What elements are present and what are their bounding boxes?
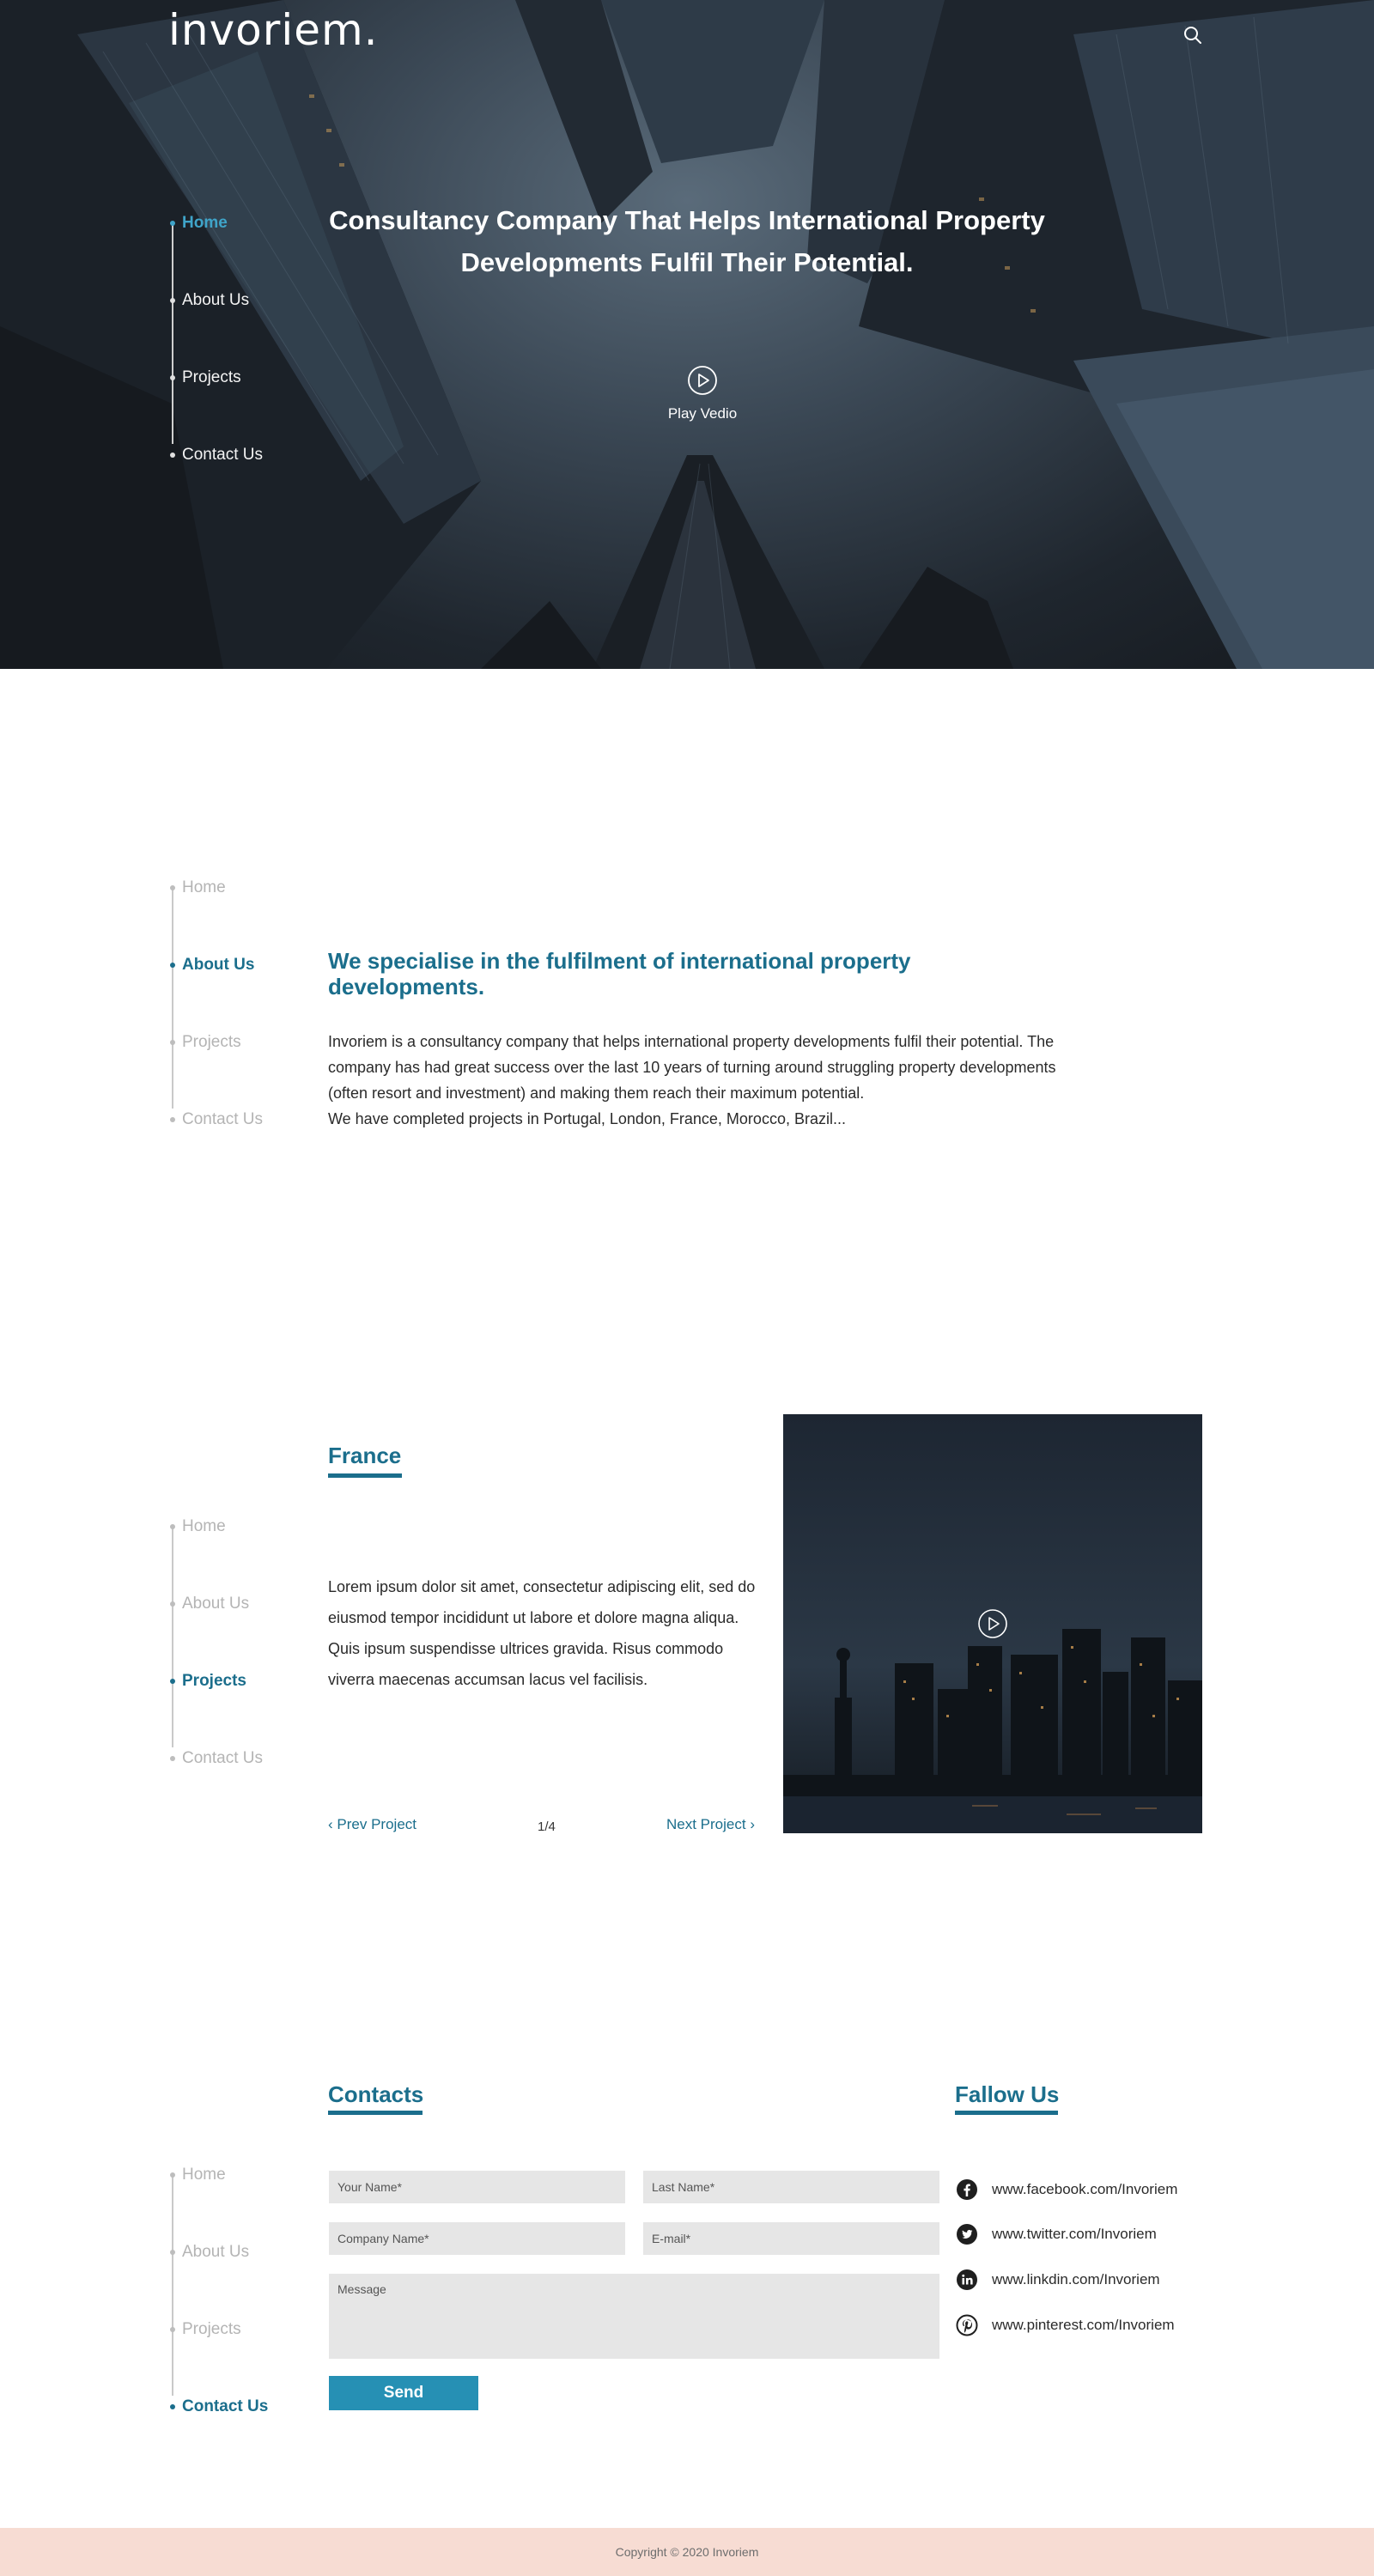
side-nav-label: Contact Us [182,1749,263,1767]
social-link-text: www.linkdin.com/Invoriem [992,2271,1160,2287]
contacts-side-nav [171,2162,308,2415]
side-nav-item-about[interactable] [171,952,254,978]
city-skyline-image [783,1414,1202,1833]
side-nav-item-home[interactable] [171,875,226,901]
side-nav-item-contact[interactable] [171,1107,263,1133]
side-nav-item-projects[interactable] [171,1030,241,1055]
copyright-text: Copyright © 2020 Invoriem [615,2545,759,2559]
project-counter: 1/4 [538,1820,556,1834]
nav-dot [170,2404,175,2409]
social-link-pinterest[interactable] [956,2313,1213,2337]
project-video-thumbnail[interactable] [783,1414,1202,1833]
side-nav-item-home[interactable] [171,210,228,236]
side-nav-item-projects[interactable] [171,365,241,391]
side-nav-label: Home [182,878,226,896]
last-name-input[interactable] [643,2171,939,2203]
side-nav-item-projects[interactable] [171,2317,241,2342]
side-nav-label: About Us [182,956,255,974]
social-link-text: www.twitter.com/Invoriem [992,2226,1157,2242]
side-nav-label: Projects [182,368,241,386]
nav-dot [170,298,175,303]
social-link-text: www.pinterest.com/Invoriem [992,2317,1175,2333]
project-title: France [328,1443,402,1468]
side-nav-line [172,1526,173,1747]
about-paragraph: We have completed projects in Portugal, London, France, Morocco, Brazil... [328,1110,846,1127]
side-nav-label: About Us [182,291,250,309]
side-nav-label: Contact Us [182,446,263,464]
side-nav-label: About Us [182,2243,250,2261]
about-paragraph: Invoriem is a consultancy company that helps international property developments fulfil their potential. The company has had great success over the last 10 years of turning around struggling property developments (often resort and investment) and making them reach their maximum potential. [328,1033,1056,1102]
nav-dot [170,885,175,890]
about-text [328,1029,1075,1132]
about-side-nav [171,875,308,1128]
social-link-text: www.facebook.com/Invoriem [992,2181,1178,2197]
title-underline [328,1473,402,1478]
email-input[interactable] [643,2222,939,2255]
about-title: We specialise in the fulfilment of international property developments. [328,948,911,999]
hero-title: Consultancy Company That Helps International Property Developments Fulfil Their Potential. [329,205,1045,277]
nav-dot [170,221,175,226]
social-link-linkedin[interactable] [956,2268,1213,2292]
social-link-twitter[interactable] [956,2222,1213,2246]
side-nav-item-contact[interactable] [171,1746,263,1771]
contacts-title: Contacts [328,2081,424,2107]
nav-dot [170,2172,175,2178]
chevron-right-icon: › [750,1816,755,1832]
side-nav-label: Home [182,214,228,232]
nav-dot [170,1756,175,1761]
side-nav-label: Home [182,2166,226,2184]
side-nav-label: Projects [182,1033,241,1051]
twitter-icon [956,2223,978,2245]
side-nav-line [172,887,173,1109]
company-name-input[interactable] [329,2222,625,2255]
your-name-input[interactable] [329,2171,625,2203]
play-video-label: Play Vedio [667,405,738,422]
projects-side-nav [171,1514,308,1767]
side-nav-item-home[interactable] [171,1514,226,1540]
side-nav-label: Projects [182,2320,241,2338]
side-nav-label: Contact Us [182,2397,269,2415]
side-nav-label: About Us [182,1595,250,1613]
side-nav-label: Home [182,1517,226,1535]
nav-dot [170,1601,175,1607]
nav-dot [170,453,175,458]
nav-dot [170,963,175,968]
side-nav-line [172,222,173,444]
send-button[interactable]: Send [329,2376,478,2410]
search-icon [1182,24,1204,46]
side-nav-label: Projects [182,1672,246,1690]
prev-project-label: Prev Project [337,1816,416,1832]
nav-dot [170,2327,175,2332]
play-icon [687,365,718,396]
prev-project-button[interactable] [328,1816,416,1833]
facebook-icon [956,2178,978,2201]
linkedin-icon [956,2269,978,2291]
nav-dot [170,1679,175,1684]
side-nav-line [172,2174,173,2396]
follow-us-title: Fallow Us [955,2081,1060,2107]
side-nav-item-about[interactable] [171,1591,249,1617]
side-nav-item-home[interactable] [171,2162,226,2188]
title-underline [328,2111,423,2115]
title-underline [955,2111,1058,2115]
next-project-label: Next Project [666,1816,746,1832]
side-nav-label: Contact Us [182,1110,263,1128]
search-button[interactable] [1182,24,1204,46]
social-link-facebook[interactable] [956,2178,1213,2202]
play-video-button[interactable] [635,365,769,422]
logo[interactable]: invoriem. [168,5,379,55]
nav-dot [170,1117,175,1122]
nav-dot [170,2250,175,2255]
pinterest-icon [956,2314,978,2336]
side-nav-item-contact[interactable] [171,442,263,468]
message-textarea[interactable] [329,2274,939,2359]
hero-section [0,0,1374,669]
nav-dot [170,1040,175,1045]
side-nav-item-projects[interactable] [171,1668,246,1694]
side-nav-item-about[interactable] [171,2239,249,2265]
nav-dot [170,375,175,380]
footer [0,2528,1374,2576]
side-nav-item-contact[interactable] [171,2394,268,2420]
side-nav-item-about[interactable] [171,288,249,313]
chevron-left-icon: ‹ [328,1816,333,1832]
project-description: Lorem ipsum dolor sit amet, consectetur adipiscing elit, sed do eiusmod tempor incididunt ut labore et dolore magna aliqua. Quis ipsum suspendisse ultrices gravida. Risus commodo viverra maecenas accumsan lacus vel facilisis. [328,1578,756,1688]
nav-dot [170,1524,175,1529]
next-project-button[interactable] [666,1816,755,1833]
